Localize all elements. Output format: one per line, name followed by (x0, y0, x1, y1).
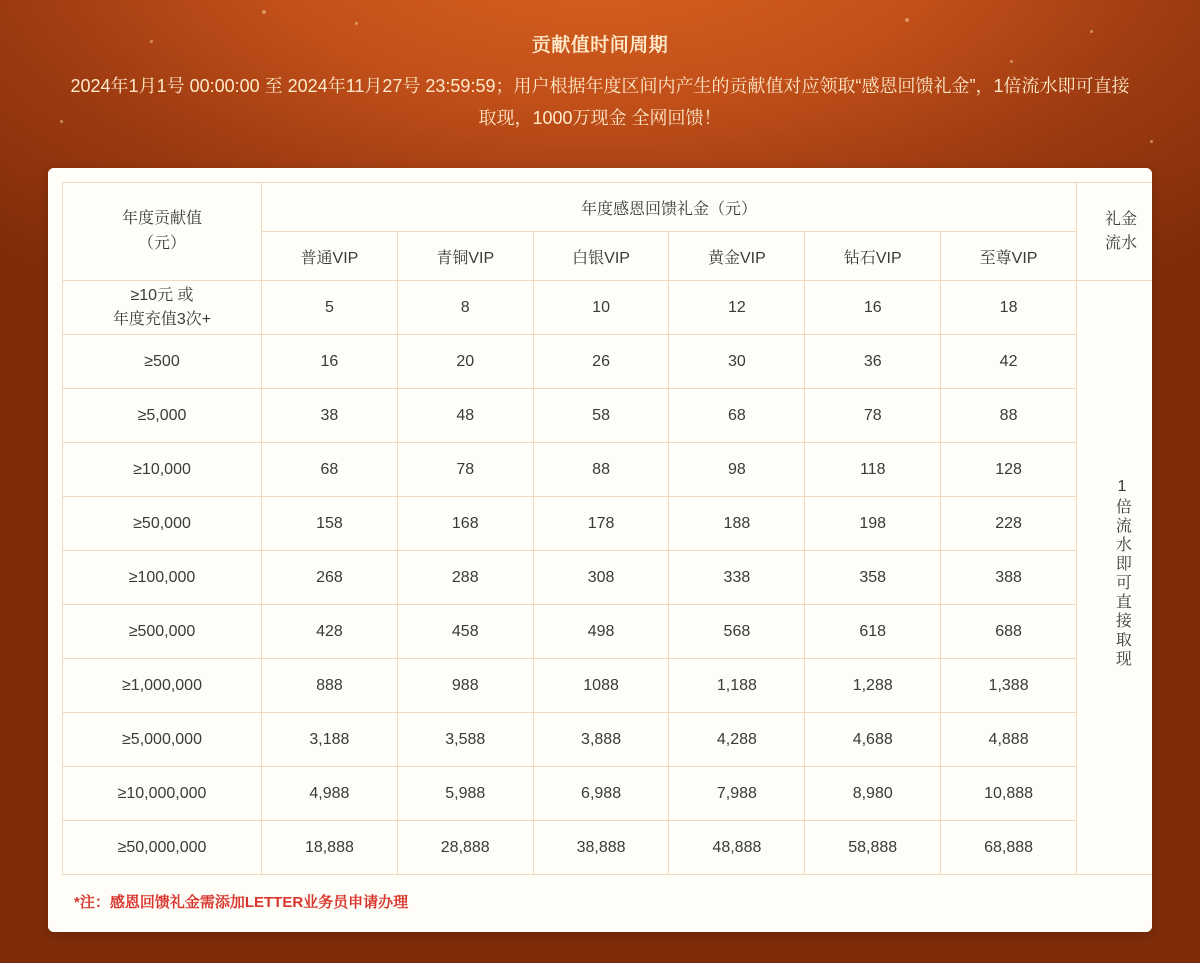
header-vip-normal: 普通VIP (262, 232, 398, 281)
gift-value: 988 (397, 659, 533, 713)
gift-table-body (63, 281, 1153, 875)
header-vip-silver: 白银VIP (533, 232, 669, 281)
flow-value-cell (1077, 281, 1153, 875)
gift-value: 48,888 (669, 821, 805, 875)
gift-value: 4,688 (805, 713, 941, 767)
gift-value: 338 (669, 551, 805, 605)
gift-value: 1,188 (669, 659, 805, 713)
header-contribution: 年度贡献值 （元） (63, 183, 262, 281)
gift-value: 198 (805, 497, 941, 551)
gift-value: 8,980 (805, 767, 941, 821)
gift-value: 20 (397, 335, 533, 389)
table-row (63, 443, 1153, 497)
gift-value: 3,588 (397, 713, 533, 767)
gift-value: 308 (533, 551, 669, 605)
gift-value: 1,288 (805, 659, 941, 713)
tier-label: ≥5,000,000 (63, 713, 262, 767)
gift-value: 5 (262, 281, 398, 335)
gift-value: 58,888 (805, 821, 941, 875)
gift-value: 888 (262, 659, 398, 713)
page-header (0, 0, 1200, 134)
header-row-primary (63, 183, 1153, 232)
gift-value: 7,988 (669, 767, 805, 821)
gift-value: 18 (941, 281, 1077, 335)
table-row (63, 497, 1153, 551)
table-row (63, 551, 1153, 605)
gift-value: 26 (533, 335, 669, 389)
gift-value: 58 (533, 389, 669, 443)
gift-value: 358 (805, 551, 941, 605)
tier-label: ≥10,000 (63, 443, 262, 497)
tier-label: ≥500,000 (63, 605, 262, 659)
gift-value: 78 (397, 443, 533, 497)
gift-value: 12 (669, 281, 805, 335)
header-flow: 礼金 流水 (1077, 183, 1153, 281)
table-row (63, 389, 1153, 443)
sparkle-decoration (1150, 140, 1153, 143)
gift-value: 98 (669, 443, 805, 497)
gift-value: 228 (941, 497, 1077, 551)
gift-value: 4,888 (941, 713, 1077, 767)
table-row (63, 821, 1153, 875)
gift-value: 36 (805, 335, 941, 389)
table-row (63, 767, 1153, 821)
gift-value: 618 (805, 605, 941, 659)
gift-value: 16 (262, 335, 398, 389)
gift-value: 28,888 (397, 821, 533, 875)
table-note: *注：感恩回馈礼金需添加LETTER业务员申请办理 (48, 875, 1152, 932)
gift-value: 118 (805, 443, 941, 497)
tier-label: ≥1,000,000 (63, 659, 262, 713)
gift-value: 88 (533, 443, 669, 497)
gift-value: 38 (262, 389, 398, 443)
table-row (63, 659, 1153, 713)
header-vip-diamond: 钻石VIP (805, 232, 941, 281)
gift-value: 268 (262, 551, 398, 605)
flow-value-text: 1倍流水即可直接取现 (1113, 477, 1131, 669)
gift-value: 18,888 (262, 821, 398, 875)
header-gift-group: 年度感恩回馈礼金（元） (262, 183, 1077, 232)
gift-value: 688 (941, 605, 1077, 659)
gift-value: 1,388 (941, 659, 1077, 713)
tier-label: ≥500 (63, 335, 262, 389)
tier-label: ≥50,000 (63, 497, 262, 551)
table-row (63, 281, 1153, 335)
gift-value: 68,888 (941, 821, 1077, 875)
gift-table (62, 182, 1152, 875)
gift-value: 568 (669, 605, 805, 659)
gift-value: 428 (262, 605, 398, 659)
table-row (63, 605, 1153, 659)
page-subtitle: 2024年1月1号 00:00:00 至 2024年11月27号 23:59:59；用户根据年度区间内产生的贡献值对应领取“感恩回馈礼金”，1倍流水即可直接取现，1000万现金 全网回馈！ (70, 76, 1130, 128)
gift-value: 4,288 (669, 713, 805, 767)
gift-value: 78 (805, 389, 941, 443)
gift-value: 38,888 (533, 821, 669, 875)
gift-value: 68 (669, 389, 805, 443)
gift-value: 10,888 (941, 767, 1077, 821)
table-row (63, 713, 1153, 767)
gift-value: 388 (941, 551, 1077, 605)
gift-value: 1088 (533, 659, 669, 713)
tier-label: ≥10元 或 年度充值3次+ (63, 281, 262, 335)
gift-value: 188 (669, 497, 805, 551)
gift-value: 10 (533, 281, 669, 335)
tier-label: ≥50,000,000 (63, 821, 262, 875)
header-vip-gold: 黄金VIP (669, 232, 805, 281)
header-vip-bronze: 青铜VIP (397, 232, 533, 281)
gift-value: 3,888 (533, 713, 669, 767)
gift-value: 158 (262, 497, 398, 551)
gift-value: 288 (397, 551, 533, 605)
gift-value: 4,988 (262, 767, 398, 821)
gift-value: 5,988 (397, 767, 533, 821)
gift-value: 128 (941, 443, 1077, 497)
gift-value: 498 (533, 605, 669, 659)
tier-label: ≥100,000 (63, 551, 262, 605)
gift-value: 42 (941, 335, 1077, 389)
table-row (63, 335, 1153, 389)
gift-table-header (63, 183, 1153, 281)
gift-table-card (48, 168, 1152, 932)
gift-value: 458 (397, 605, 533, 659)
tier-label: ≥10,000,000 (63, 767, 262, 821)
tier-label: ≥5,000 (63, 389, 262, 443)
table-padding (48, 168, 1152, 875)
gift-value: 168 (397, 497, 533, 551)
gift-value: 30 (669, 335, 805, 389)
page-title: 贡献值时间周期 (531, 35, 669, 56)
gift-value: 16 (805, 281, 941, 335)
gift-value: 8 (397, 281, 533, 335)
gift-value: 88 (941, 389, 1077, 443)
gift-value: 68 (262, 443, 398, 497)
gift-value: 48 (397, 389, 533, 443)
gift-value: 3,188 (262, 713, 398, 767)
header-vip-supreme: 至尊VIP (941, 232, 1077, 281)
gift-value: 6,988 (533, 767, 669, 821)
gift-value: 178 (533, 497, 669, 551)
